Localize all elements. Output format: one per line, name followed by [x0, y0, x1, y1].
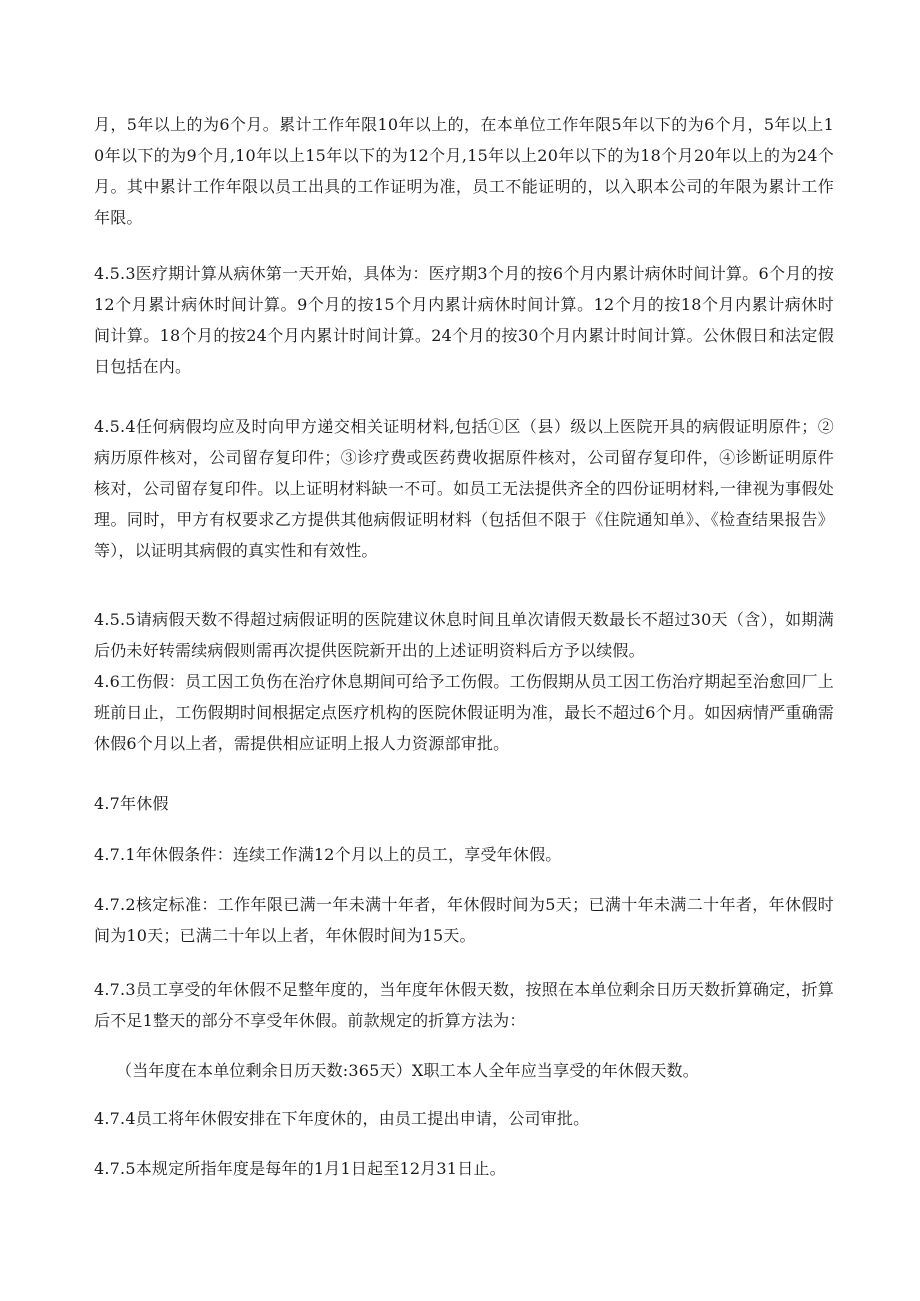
paragraph-4-5-4: 4.5.4任何病假均应及时向甲方递交相关证明材料,包括①区（县）级以上医院开具的病假证明原件；②病历原件核对，公司留存复印件；③诊疗费或医药费收据原件核对，公司留存复印件，④诊断证明原件核对，公司留存复印件。以上证明材料缺一不可。如员工无法提供齐全的四份证明材料,一律视为事假处理。同时，甲方有权要求乙方提供其他病假证明材料（包括但不限于《住院通知单》、《检查结果报告》等），以证明其病假的真实性和有效性。 [94, 417, 834, 560]
paragraph-formula: （当年度在本单位剩余日历天数:365天）X职工本人全年应当享受的年休假天数。 [116, 1061, 699, 1080]
paragraph-4-7-1: 4.7.1年休假条件：连续工作满12个月以上的员工，享受年休假。 [94, 845, 562, 864]
paragraph-4-7-3: 4.7.3员工享受的年休假不足整年度的，当年度年休假天数，按照在本单位剩余日历天数折算确定，折算后不足1整天的部分不享受年休假。前款规定的折算方法为： [94, 980, 834, 1030]
paragraph-4-5-5: 4.5.5请病假天数不得超过病假证明的医院建议休息时间且单次请假天数最长不超过30天（含），如期满后仍未好转需续病假则需再次提供医院新开出的上述证明资料后方予以续假。 [94, 610, 834, 660]
paragraph-4-5-3: 4.5.3医疗期计算从病休第一天开始，具体为：医疗期3个月的按6个月内累计病休时间计算。6个月的按12个月累计病休时间计算。9个月的按15个月内累计病休时间计算。12个月的按18个月内累计病休时间计算。18个月的按24个月内累计时间计算。24个月的按30个月内累计时间计算。公休假日和法定假日包括在内。 [94, 264, 834, 376]
heading-4-7: 4.7年休假 [94, 794, 169, 813]
paragraph-4-7-2: 4.7.2核定标准：工作年限已满一年未满十年者，年休假时间为5天；已满十年未满二十年者，年休假时间为10天；已满二十年以上者，年休假时间为15天。 [94, 895, 834, 945]
paragraph-4-7-5: 4.7.5本规定所指年度是每年的1月1日起至12月31日止。 [94, 1159, 506, 1178]
paragraph-4-7-4: 4.7.4员工将年休假安排在下年度休的，由员工提出申请，公司审批。 [94, 1109, 590, 1128]
paragraph-4-6: 4.6工伤假：员工因工负伤在治疗休息期间可给予工伤假。工伤假期从员工因工伤治疗期起至治愈回厂上班前日止，工伤假期时间根据定点医疗机构的医院休假证明为准，最长不超过6个月。如因病情严重确需休假6个月以上者，需提供相应证明上报人力资源部审批。 [94, 672, 834, 753]
paragraph-service-years: 月，5年以上的为6个月。累计工作年限10年以上的，在本单位工作年限5年以下的为6个月，5年以上10年以下的为9个月,10年以上15年以下的为12个月,15年以上20年以下的为18个月20年以上的为24个月。其中累计工作年限以员工出具的工作证明为准，员工不能证明的，以入职本公司的年限为累计工作年限。 [94, 115, 834, 227]
